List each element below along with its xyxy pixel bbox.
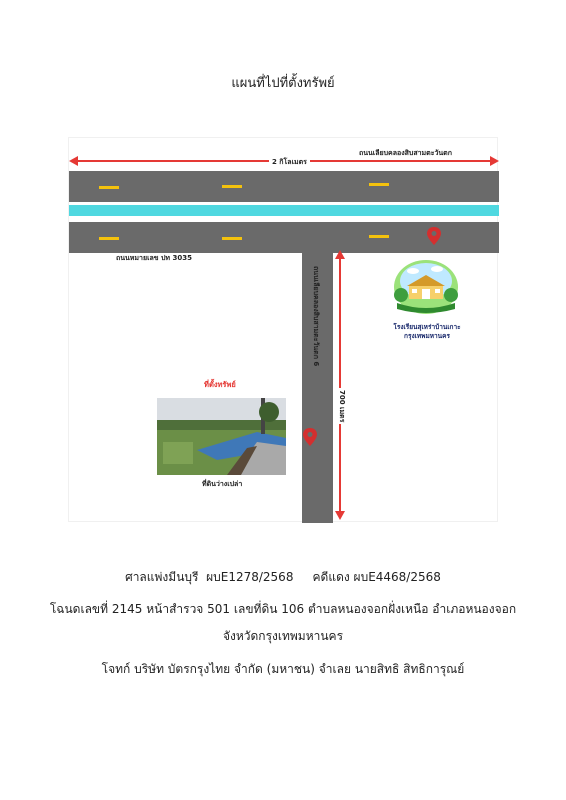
location-map — [68, 137, 498, 522]
parties-line: โจทก์ บริษัท บัตรกรุงไทย จำกัด (มหาชน) จำเลย นายสิทธิ สิทธิการุณย์ — [101, 662, 465, 676]
side-road-name: ถนนเลียบคลองสิบสามตะวันตก 6 — [312, 266, 320, 367]
court-case-line: ศาลแพ่งมีนบุรี ผบE1278/2568 คดีแดง ผบE4468/2568 — [125, 570, 441, 584]
lower-road-name: ถนนหมายเลข ปท 3035 — [116, 254, 192, 262]
lane-mark — [369, 183, 389, 186]
canal — [69, 205, 499, 216]
lane-mark — [99, 186, 119, 189]
photo-caption: ที่ดินว่างเปล่า — [202, 480, 243, 488]
property-photo — [157, 398, 286, 475]
top-road-name: ถนนเลียบคลองสิบสามตะวันตก — [359, 149, 452, 157]
school-name-line1: โรงเรียนสุเหร่าบ้านเกาะ — [393, 323, 461, 331]
school-pin-icon — [427, 227, 441, 245]
lane-mark — [99, 237, 119, 240]
lane-mark — [369, 235, 389, 238]
lane-mark — [222, 237, 242, 240]
property-label: ที่ตั้งทรัพย์ — [204, 380, 236, 389]
lane-mark — [222, 185, 242, 188]
school-name — [377, 323, 477, 341]
page-title: แผนที่ไปที่ตั้งทรัพย์ — [231, 76, 335, 91]
side-distance-arrow — [332, 250, 348, 520]
deed-line-2: จังหวัดกรุงเทพมหานคร — [222, 629, 344, 643]
school-logo-icon — [393, 259, 459, 315]
side-distance-label: 700 เมตร — [338, 390, 346, 423]
school-name-line2: กรุงเทพมหานคร — [404, 332, 450, 340]
property-pin-icon — [303, 428, 317, 446]
main-road — [69, 171, 499, 202]
deed-line-1: โฉนดเลขที่ 2145 หน้าสำรวจ 501 เลขที่ดิน 106 ตำบลหนองจอกฝั่งเหนือ อำเภอหนองจอก — [49, 602, 517, 616]
distance-label: 2 กิโลเมตร — [269, 157, 310, 168]
